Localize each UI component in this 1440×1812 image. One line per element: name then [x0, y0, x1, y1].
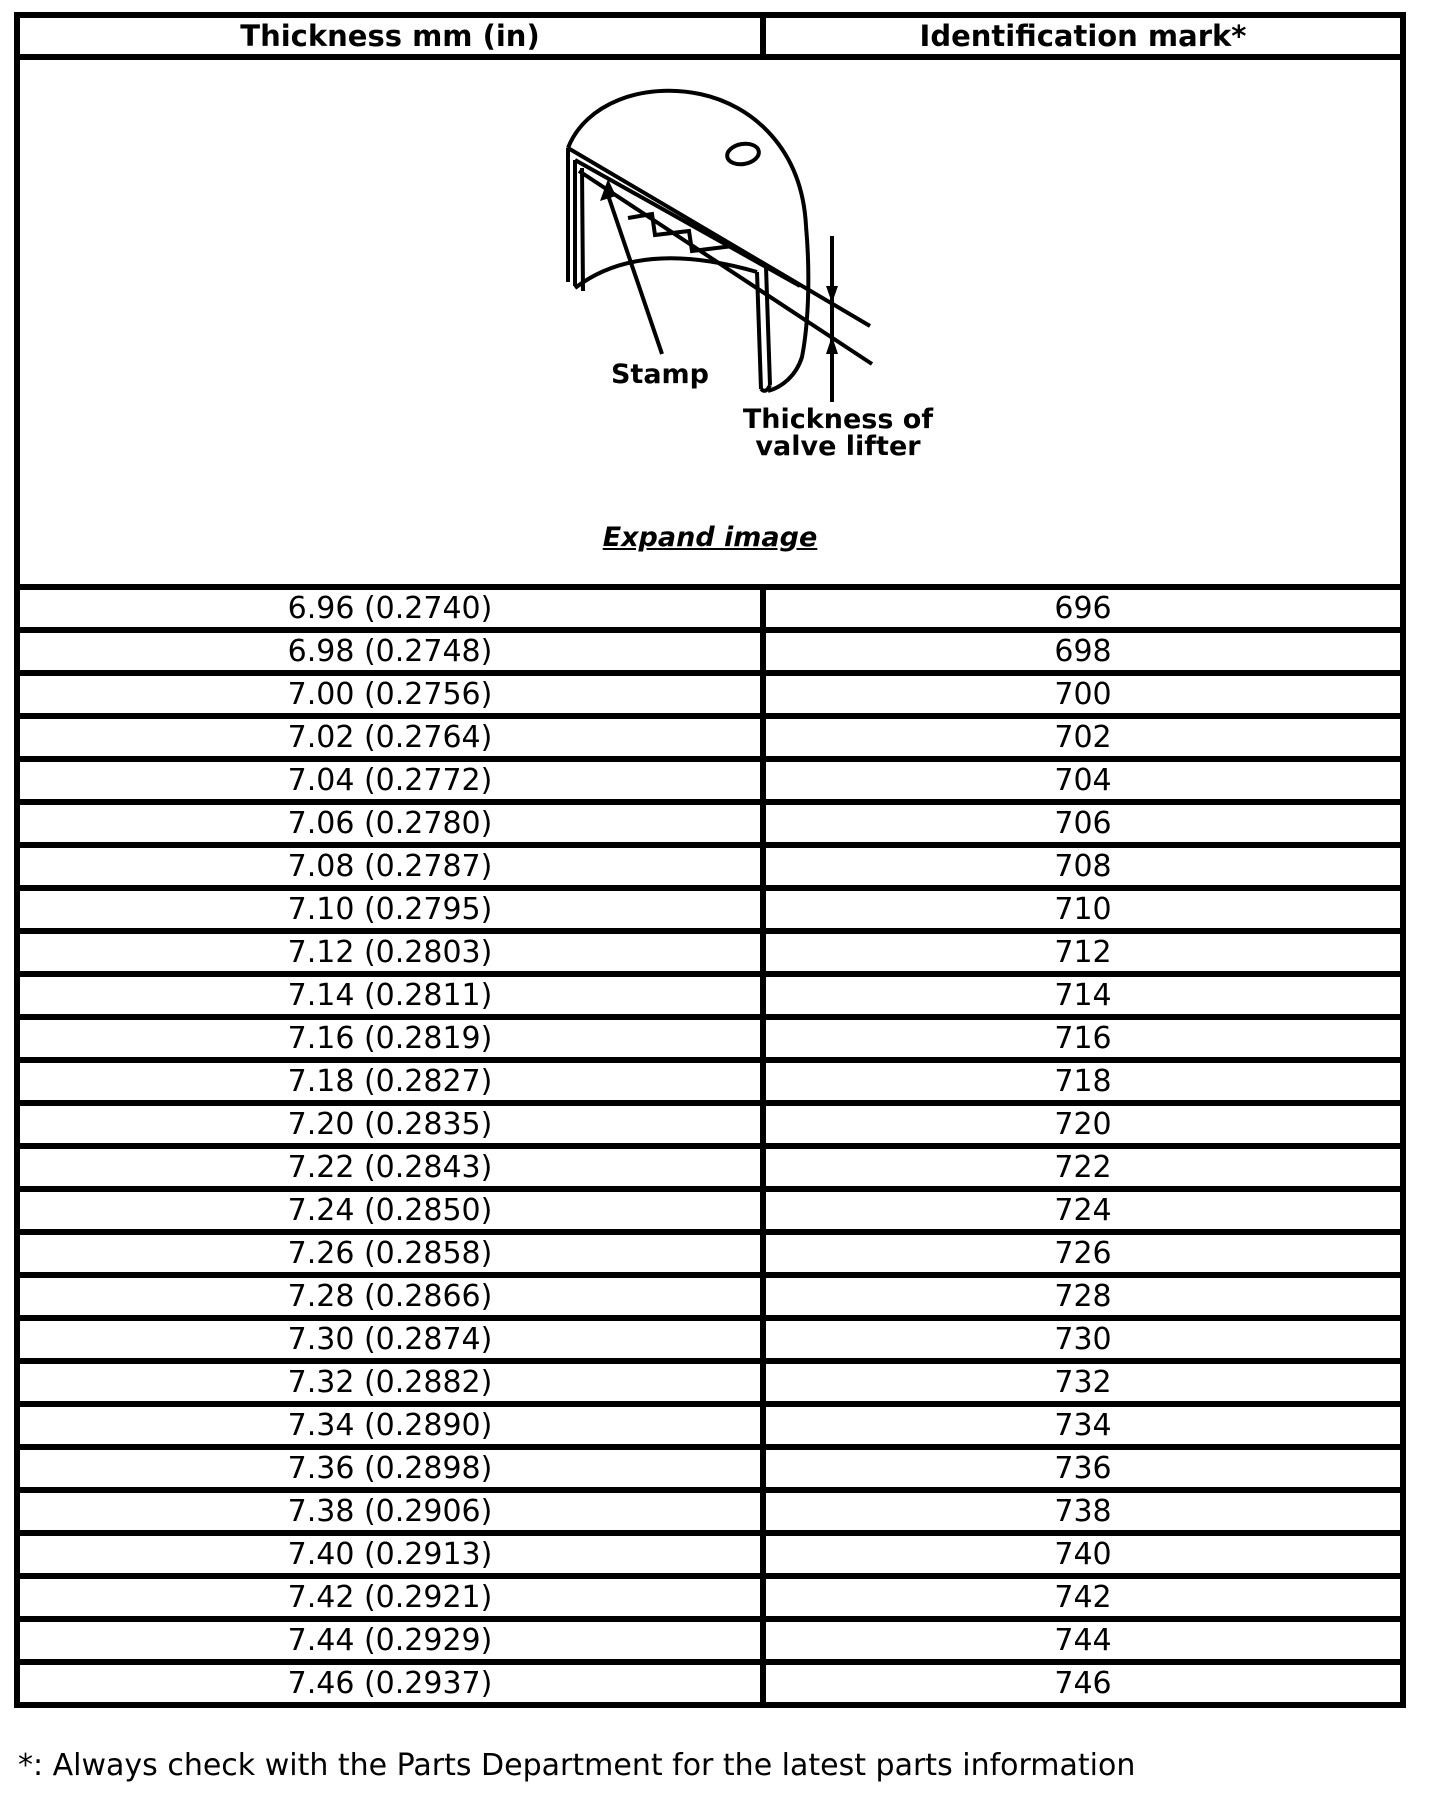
identification-mark-cell: 746 [763, 1662, 1403, 1705]
thickness-cell: 6.98 (0.2748) [17, 630, 763, 673]
table-body [17, 587, 1403, 1705]
cut-edge-bottom [579, 171, 872, 364]
thickness-cell: 7.40 (0.2913) [17, 1533, 763, 1576]
table-row [17, 931, 1403, 974]
identification-mark-cell: 700 [763, 673, 1403, 716]
identification-mark-cell: 712 [763, 931, 1403, 974]
table-row [17, 1361, 1403, 1404]
thickness-cell: 7.12 (0.2803) [17, 931, 763, 974]
thickness-cell: 7.42 (0.2921) [17, 1576, 763, 1619]
identification-mark-cell: 734 [763, 1404, 1403, 1447]
table-row [17, 974, 1403, 1017]
thickness-cell: 7.44 (0.2929) [17, 1619, 763, 1662]
table-row [17, 1275, 1403, 1318]
thickness-cell: 6.96 (0.2740) [17, 587, 763, 630]
thickness-cell: 7.28 (0.2866) [17, 1275, 763, 1318]
table-row [17, 1662, 1403, 1705]
identification-mark-cell: 722 [763, 1146, 1403, 1189]
identification-mark-cell: 702 [763, 716, 1403, 759]
identification-mark-cell: 716 [763, 1017, 1403, 1060]
thickness-cell: 7.36 (0.2898) [17, 1447, 763, 1490]
identification-mark-cell: 720 [763, 1103, 1403, 1146]
table-row [17, 716, 1403, 759]
column-header-thickness: Thickness mm (in) [17, 15, 763, 57]
identification-mark-cell: 732 [763, 1361, 1403, 1404]
thickness-cell: 7.26 (0.2858) [17, 1232, 763, 1275]
table-row [17, 1404, 1403, 1447]
valve-lifter-thickness-table [14, 12, 1406, 1708]
identification-mark-cell: 696 [763, 587, 1403, 630]
table-row [17, 1318, 1403, 1361]
identification-mark-cell: 744 [763, 1619, 1403, 1662]
thickness-cell: 7.30 (0.2874) [17, 1318, 763, 1361]
identification-mark-cell: 726 [763, 1232, 1403, 1275]
thickness-cell: 7.34 (0.2890) [17, 1404, 763, 1447]
lifter-top-face-outline [568, 91, 806, 226]
identification-mark-cell: 706 [763, 802, 1403, 845]
table-row [17, 673, 1403, 716]
interior-floor-rim [575, 258, 757, 288]
table-row [17, 630, 1403, 673]
thickness-cell: 7.10 (0.2795) [17, 888, 763, 931]
valve-lifter-diagram [480, 86, 1040, 486]
left-wall-section [568, 148, 583, 291]
identification-mark-cell: 738 [763, 1490, 1403, 1533]
identification-mark-cell: 714 [763, 974, 1403, 1017]
thickness-cell: 7.02 (0.2764) [17, 716, 763, 759]
identification-mark-cell: 740 [763, 1533, 1403, 1576]
table-row [17, 1060, 1403, 1103]
identification-mark-cell: 728 [763, 1275, 1403, 1318]
identification-mark-cell: 708 [763, 845, 1403, 888]
thickness-cell: 7.08 (0.2787) [17, 845, 763, 888]
table-row [17, 802, 1403, 845]
expand-image-link[interactable]: Expand image [602, 522, 818, 553]
table-row [17, 1103, 1403, 1146]
column-header-identification-mark: Identification mark* [763, 15, 1403, 57]
thickness-cell: 7.24 (0.2850) [17, 1189, 763, 1232]
thickness-cell: 7.32 (0.2882) [17, 1361, 763, 1404]
thickness-cell: 7.16 (0.2819) [17, 1017, 763, 1060]
diagram-row [17, 57, 1403, 587]
footnote: *: Always check with the Parts Department for the latest parts information [18, 1748, 1136, 1783]
thickness-cell: 7.38 (0.2906) [17, 1490, 763, 1533]
table-row [17, 759, 1403, 802]
table-row [17, 587, 1403, 630]
thickness-cell: 7.06 (0.2780) [17, 802, 763, 845]
thickness-cell: 7.00 (0.2756) [17, 673, 763, 716]
table-row [17, 1189, 1403, 1232]
identification-mark-cell: 736 [763, 1447, 1403, 1490]
thickness-cell: 7.18 (0.2827) [17, 1060, 763, 1103]
header-row [17, 15, 1403, 57]
thickness-cell: 7.04 (0.2772) [17, 759, 763, 802]
table-row [17, 1533, 1403, 1576]
table-row [17, 1447, 1403, 1490]
skirt-wall-section [757, 267, 770, 391]
table-row [17, 1490, 1403, 1533]
thickness-cell: 7.22 (0.2843) [17, 1146, 763, 1189]
table-row [17, 1619, 1403, 1662]
thickness-cell: 7.46 (0.2937) [17, 1662, 763, 1705]
identification-mark-cell: 718 [763, 1060, 1403, 1103]
table-row [17, 1576, 1403, 1619]
thickness-label-line1: Thickness of [742, 404, 934, 435]
oil-hole [726, 141, 761, 166]
thickness-cell: 7.20 (0.2835) [17, 1103, 763, 1146]
identification-mark-cell: 710 [763, 888, 1403, 931]
identification-mark-cell: 724 [763, 1189, 1403, 1232]
table-row [17, 888, 1403, 931]
stamp-label: Stamp [610, 359, 710, 390]
identification-mark-cell: 704 [763, 759, 1403, 802]
diagram-cell [17, 57, 1403, 587]
table-row [17, 845, 1403, 888]
thickness-label-line2: valve lifter [755, 431, 921, 462]
identification-mark-cell: 742 [763, 1576, 1403, 1619]
identification-mark-cell: 730 [763, 1318, 1403, 1361]
cut-edge-top [568, 148, 870, 326]
thickness-cell: 7.14 (0.2811) [17, 974, 763, 1017]
table-row [17, 1232, 1403, 1275]
table-row [17, 1017, 1403, 1060]
table-row [17, 1146, 1403, 1189]
identification-mark-cell: 698 [763, 630, 1403, 673]
